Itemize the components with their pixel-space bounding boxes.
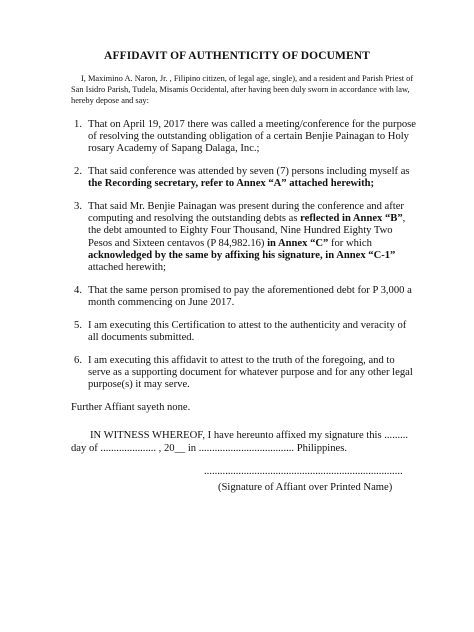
statement-item <box>64 355 416 392</box>
statement-text <box>88 285 412 308</box>
statement-text-part: That said Mr. Benjie Painagan was present during the conference and after computing and resolving the outstanding debts as <box>88 201 404 225</box>
statement-text <box>88 166 410 189</box>
statement-number: 6. <box>74 354 82 366</box>
statement-number: 2. <box>74 166 82 178</box>
statement-item <box>64 285 416 309</box>
signature-line: ........................................................................... <box>204 466 403 477</box>
statement-text-part: That the same person promised to pay the aforementioned debt for P 3,000 a month commencing on June 2017. <box>88 284 412 308</box>
statement-text-part: for which <box>328 237 372 249</box>
numbered-statements <box>64 119 416 402</box>
statement-item <box>64 320 416 344</box>
statement-bold-text: acknowledged by the same by affixing his signature, in Annex “C-1” <box>88 249 396 261</box>
statement-text-part: , the debt amounted to Eighty Four Thousand, Nine Hundred Eighty Two Pesos and Sixteen centavos (P 84,982.16) <box>88 213 406 249</box>
statement-text <box>88 201 405 273</box>
signature-caption: (Signature of Affiant over Printed Name) <box>218 482 393 493</box>
statement-item <box>64 119 416 156</box>
statement-bold-text: reflected in Annex “B” <box>300 213 403 225</box>
statement-text-part: That said conference was attended by seven (7) persons including myself as <box>88 166 410 178</box>
witness-clause <box>71 429 423 455</box>
statement-text-part: I am executing this Certification to attest to the authenticity and veracity of all documents submitted. <box>88 319 407 343</box>
statement-text-part: That on April 19, 2017 there was called a meeting/conference for the purpose of resolving the outstanding obligation of a certain Benjie Painagan to Holy rosary Academy of Sapang Dalaga, Inc.; <box>88 119 416 155</box>
witness-line-1: IN WITNESS WHEREOF, I have hereunto affixed my signature this ......... <box>90 430 409 441</box>
statement-number: 5. <box>74 319 82 331</box>
intro-paragraph: I, Maximino A. Naron, Jr. , Filipino citizen, of legal age, single), and a resident and Parish Priest of San Isidro Parish, Tudela, Misamis Occidental, after having been duly sworn in accordance with law, hereby depose and say: <box>71 74 414 106</box>
statement-text <box>88 320 406 343</box>
document-title: AFFIDAVIT OF AUTHENTICITY OF DOCUMENT <box>104 50 370 62</box>
statement-bold-text: the Recording secretary, refer to Annex “A” attached herewith; <box>88 178 375 190</box>
statement-number: 1. <box>74 119 82 130</box>
statement-text <box>88 119 416 154</box>
statement-item <box>64 201 416 274</box>
statement-text-part: attached herewith; <box>88 262 166 274</box>
witness-line-2: day of ..................... , 20__ in .................................... Philippines. <box>71 443 348 455</box>
further-affiant-statement: Further Affiant sayeth none. <box>71 402 191 413</box>
statement-item <box>64 166 416 190</box>
statement-number: 3. <box>74 201 82 213</box>
statement-number: 4. <box>74 284 82 296</box>
statement-bold-text: in Annex “C” <box>267 237 329 249</box>
statement-text <box>88 355 413 390</box>
statement-text-part: I am executing this affidavit to attest to the truth of the foregoing, and to serve as a supporting document for whatever purpose and for any other legal purpose(s) it may serve. <box>88 354 413 390</box>
